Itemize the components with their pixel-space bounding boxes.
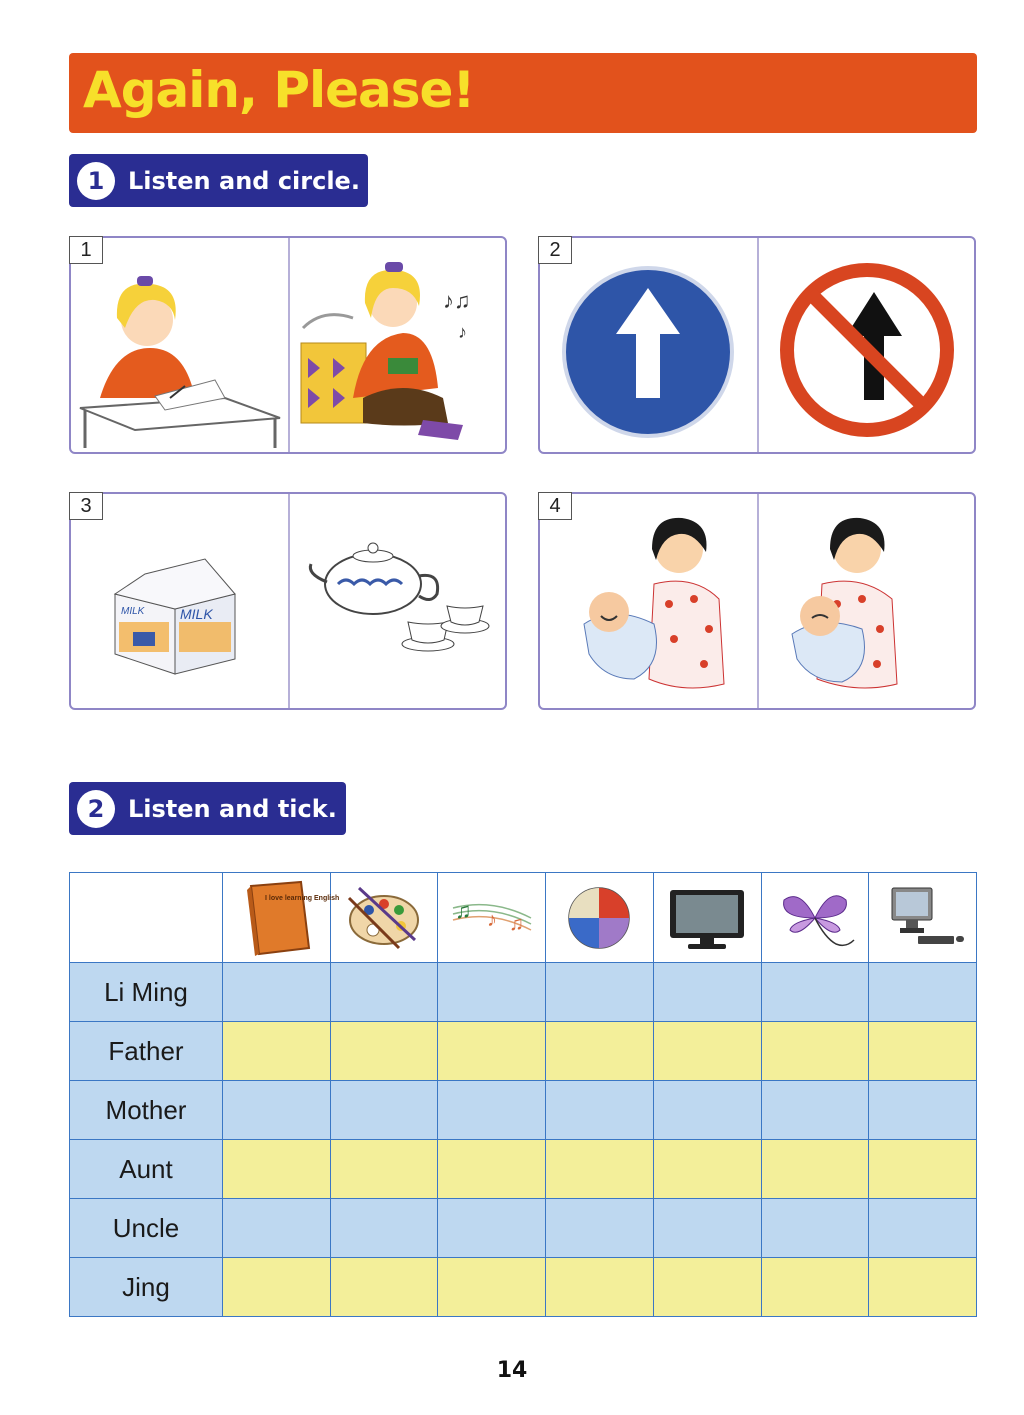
section-2-number: 2 [77, 790, 115, 828]
section-1-header [69, 154, 368, 207]
tick-cell[interactable] [869, 1081, 977, 1140]
tick-cell[interactable] [438, 1081, 546, 1140]
music-notes-icon [447, 878, 537, 958]
section-1-instruction: Listen and circle. [128, 166, 360, 195]
tick-table [69, 872, 977, 1317]
no-straight-ahead-sign-picture[interactable] [762, 248, 972, 448]
tick-cell[interactable] [223, 1022, 331, 1081]
panel-number: 2 [538, 236, 572, 264]
tick-cell[interactable] [223, 1081, 331, 1140]
table-row [70, 1258, 977, 1317]
panel-number: 4 [538, 492, 572, 520]
row-name: Father [70, 1022, 223, 1081]
tick-cell[interactable] [653, 1258, 761, 1317]
tick-cell[interactable] [438, 1258, 546, 1317]
woman-with-crying-baby-picture[interactable] [544, 504, 754, 704]
beach-ball-icon [554, 878, 644, 958]
tick-cell[interactable] [330, 1022, 438, 1081]
paint-palette-icon [339, 878, 429, 958]
tick-cell[interactable] [223, 1140, 331, 1199]
computer-icon [878, 878, 968, 958]
tick-cell[interactable] [869, 1199, 977, 1258]
svg-text:♪: ♪ [458, 322, 467, 342]
book-icon [231, 878, 340, 958]
tick-cell[interactable] [546, 1258, 654, 1317]
tick-cell[interactable] [223, 1199, 331, 1258]
panel-number: 1 [69, 236, 103, 264]
svg-text:♫: ♫ [454, 897, 472, 923]
title-banner [69, 53, 977, 133]
tick-cell[interactable] [223, 963, 331, 1022]
panel-4 [538, 492, 976, 710]
svg-text:♫: ♫ [508, 912, 524, 935]
woman-with-happy-baby-picture[interactable] [762, 504, 972, 704]
table-row [70, 1022, 977, 1081]
tick-cell[interactable] [330, 963, 438, 1022]
table-row [70, 1081, 977, 1140]
tick-cell[interactable] [546, 963, 654, 1022]
tick-cell[interactable] [761, 1199, 869, 1258]
tick-cell[interactable] [330, 1258, 438, 1317]
kite-icon [770, 878, 860, 958]
tick-cell[interactable] [761, 1140, 869, 1199]
book-cover-text: I love learning English [265, 894, 340, 902]
svg-text:♪: ♪ [486, 908, 497, 931]
table-row [70, 963, 977, 1022]
svg-text:MILK: MILK [121, 606, 145, 617]
column-computer [869, 873, 977, 963]
panel-3 [69, 492, 507, 710]
tick-cell[interactable] [869, 1022, 977, 1081]
tick-cell[interactable] [761, 963, 869, 1022]
tick-cell[interactable] [761, 1081, 869, 1140]
section-2-header [69, 782, 346, 835]
tick-cell[interactable] [869, 1140, 977, 1199]
tick-cell[interactable] [438, 1022, 546, 1081]
tick-cell[interactable] [438, 1199, 546, 1258]
section-1-number: 1 [77, 162, 115, 200]
section-2-instruction: Listen and tick. [128, 794, 337, 823]
tick-cell[interactable] [653, 1022, 761, 1081]
page-title: Again, Please! [83, 61, 475, 119]
panel-2 [538, 236, 976, 454]
tick-cell[interactable] [869, 963, 977, 1022]
row-name: Li Ming [70, 963, 223, 1022]
table-row [70, 1199, 977, 1258]
panel-1 [69, 236, 507, 454]
tick-cell[interactable] [546, 1140, 654, 1199]
column-painting [330, 873, 438, 963]
panel-number: 3 [69, 492, 103, 520]
tick-cell[interactable] [653, 1081, 761, 1140]
tick-cell[interactable] [761, 1022, 869, 1081]
column-music [438, 873, 546, 963]
svg-text:MILK: MILK [180, 606, 213, 622]
column-book [223, 873, 340, 963]
row-name: Jing [70, 1258, 223, 1317]
column-kite [761, 873, 869, 963]
tick-cell[interactable] [653, 1140, 761, 1199]
tick-cell[interactable] [438, 1140, 546, 1199]
table-row [70, 1140, 977, 1199]
tick-cell[interactable] [438, 963, 546, 1022]
milk-carton-picture[interactable] [75, 504, 285, 704]
corner-cell [70, 873, 223, 963]
tick-cell[interactable] [761, 1258, 869, 1317]
girl-reading-listening-music-picture[interactable] [293, 248, 503, 448]
tv-icon [662, 878, 752, 958]
tick-cell[interactable] [223, 1258, 331, 1317]
tick-cell[interactable] [546, 1199, 654, 1258]
page-number: 14 [496, 1358, 528, 1383]
girl-writing-at-desk-picture[interactable] [75, 248, 285, 448]
row-name: Aunt [70, 1140, 223, 1199]
column-ball [546, 873, 654, 963]
tick-cell[interactable] [330, 1081, 438, 1140]
tick-cell[interactable] [546, 1081, 654, 1140]
tick-cell[interactable] [653, 1199, 761, 1258]
tick-cell[interactable] [546, 1022, 654, 1081]
svg-text:♪♫: ♪♫ [443, 288, 471, 313]
column-tv [653, 873, 761, 963]
row-name: Mother [70, 1081, 223, 1140]
tick-cell[interactable] [330, 1140, 438, 1199]
tick-cell[interactable] [869, 1258, 977, 1317]
row-name: Uncle [70, 1199, 223, 1258]
tick-cell[interactable] [653, 963, 761, 1022]
teapot-and-cups-picture[interactable] [293, 504, 503, 704]
go-straight-sign-picture[interactable] [544, 248, 754, 448]
icon-header-row [70, 873, 977, 963]
tick-cell[interactable] [330, 1199, 438, 1258]
